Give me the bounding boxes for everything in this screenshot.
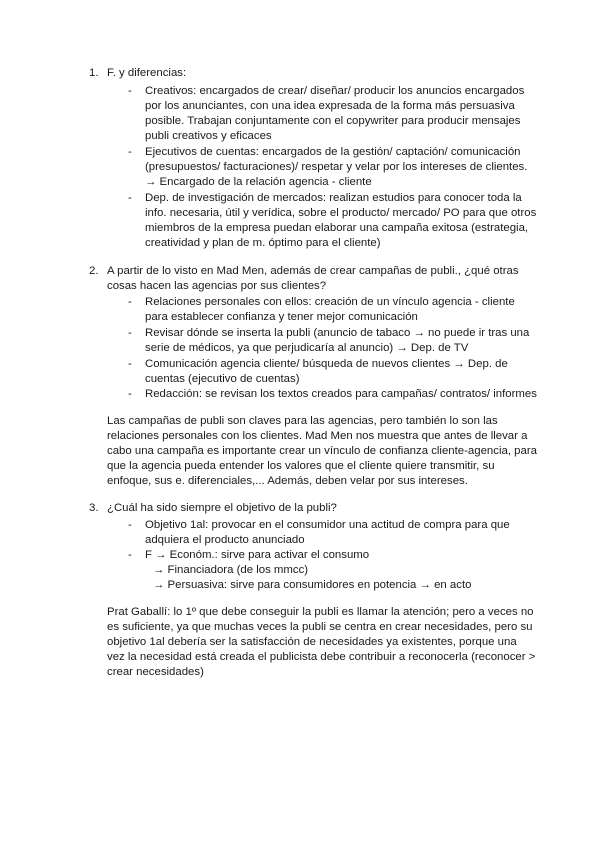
text-line: Comunicación agencia cliente/ búsqueda de nuevos clientes → Dep. de: [145, 358, 508, 370]
bullet-dash: -: [128, 85, 132, 97]
bullet-dash: -: [128, 146, 132, 158]
paragraph-line: objetivo 1al debería ser la satisfacción de necesidades ya existentes, porque una: [107, 636, 517, 648]
sub-item: → Persuasiva: sirve para consumidores en potencia → en acto: [153, 579, 472, 591]
bullet-dash: -: [128, 358, 132, 370]
section-title: F. y diferencias:: [107, 67, 187, 79]
text-line: serie de médicos, ya que perjudicaría al anuncio) → Dep. de TV: [145, 342, 469, 354]
text-line: → Encargado de la relación agencia - cliente: [145, 176, 372, 188]
paragraph-line: crear necesidades): [107, 666, 204, 678]
paragraph-line: Prat Gaballí: lo 1º que debe conseguir la publi es llamar la atención; pero a veces no: [107, 606, 534, 618]
sub-item: → Financiadora (de los mmcc): [153, 564, 309, 576]
text-line: Creativos: encargados de crear/ diseñar/ producir los anuncios encargados: [145, 85, 525, 97]
section-number: 2.: [89, 265, 99, 277]
text-line: adquiera el producto anunciado: [145, 534, 305, 546]
text-line: miembros de la empresa puedan elaborar una campaña exitosa (estrategia,: [145, 222, 529, 234]
bullet-dash: -: [128, 549, 132, 561]
text-line: F → Económ.: sirve para activar el consumo: [145, 549, 370, 561]
bullet-dash: -: [128, 296, 132, 308]
text-line: cuentas (ejecutivo de cuentas): [145, 373, 300, 385]
section-title: ¿Cuál ha sido siempre el objetivo de la publi?: [107, 502, 337, 514]
text-line: Relaciones personales con ellos: creación de un vínculo agencia - cliente: [145, 296, 515, 308]
bullet-dash: -: [128, 192, 132, 204]
section-title: cosas hacen las agencias por sus clientes?: [107, 280, 327, 292]
text-line: Ejecutivos de cuentas: encargados de la gestión/ captación/ comunicación: [145, 146, 521, 158]
text-line: por los anunciantes, con una idea expresada de la forma más persuasiva: [145, 100, 515, 112]
section-number: 1.: [89, 67, 99, 79]
paragraph-line: es suficiente, ya que muchas veces la publi se centra en crear necesidades, pero su: [107, 621, 533, 633]
section-title: A partir de lo visto en Mad Men, además de crear campañas de publi., ¿qué otras: [107, 265, 519, 277]
paragraph-line: cabo una campaña es importante crear un vínculo de confianza cliente-agencia, para: [107, 445, 537, 457]
paragraph-line: que la agencia pueda entender los valores que el cliente quiere transmitir, su: [107, 460, 495, 472]
text-line: creatividad y plan de m. óptimo para el cliente): [145, 237, 381, 249]
text-line: Revisar dónde se inserta la publi (anuncio de tabaco → no puede ir tras una: [145, 327, 530, 339]
text-line: Dep. de investigación de mercados: realizan estudios para conocer toda la: [145, 192, 522, 204]
text-line: publi creativos y eficaces: [145, 130, 272, 142]
text-line: (presupuestos/ facturaciones)/ respetar y velar por los intereses de clientes.: [145, 161, 528, 173]
text-line: Redacción: se revisan los textos creados para campañas/ contratos/ informes: [145, 388, 537, 400]
bullet-dash: -: [128, 327, 132, 339]
bullet-dash: -: [128, 519, 132, 531]
paragraph-line: enfoque, sus e. diferenciales,... Además, deben velar por sus intereses.: [107, 475, 468, 487]
text-line: info. necesaria, útil y verídica, sobre el producto/ mercado/ PO para que otros: [145, 207, 537, 219]
paragraph-line: relaciones personales con los clientes. Mad Men nos muestra que antes de llevar a: [107, 430, 528, 442]
text-line: para establecer confianza y tener mejor comunicación: [145, 311, 418, 323]
bullet-dash: -: [128, 388, 132, 400]
paragraph-line: vez la necesidad está creada el publicista debe contribuir a reconocerla (reconocer >: [107, 651, 536, 663]
paragraph-line: Las campañas de publi son claves para las agencias, pero también lo son las: [107, 415, 498, 427]
section-number: 3.: [89, 502, 99, 514]
text-line: Objetivo 1al: provocar en el consumidor una actitud de compra para que: [145, 519, 510, 531]
text-line: posible. Trabajan conjuntamente con el copywriter para producir mensajes: [145, 115, 521, 127]
